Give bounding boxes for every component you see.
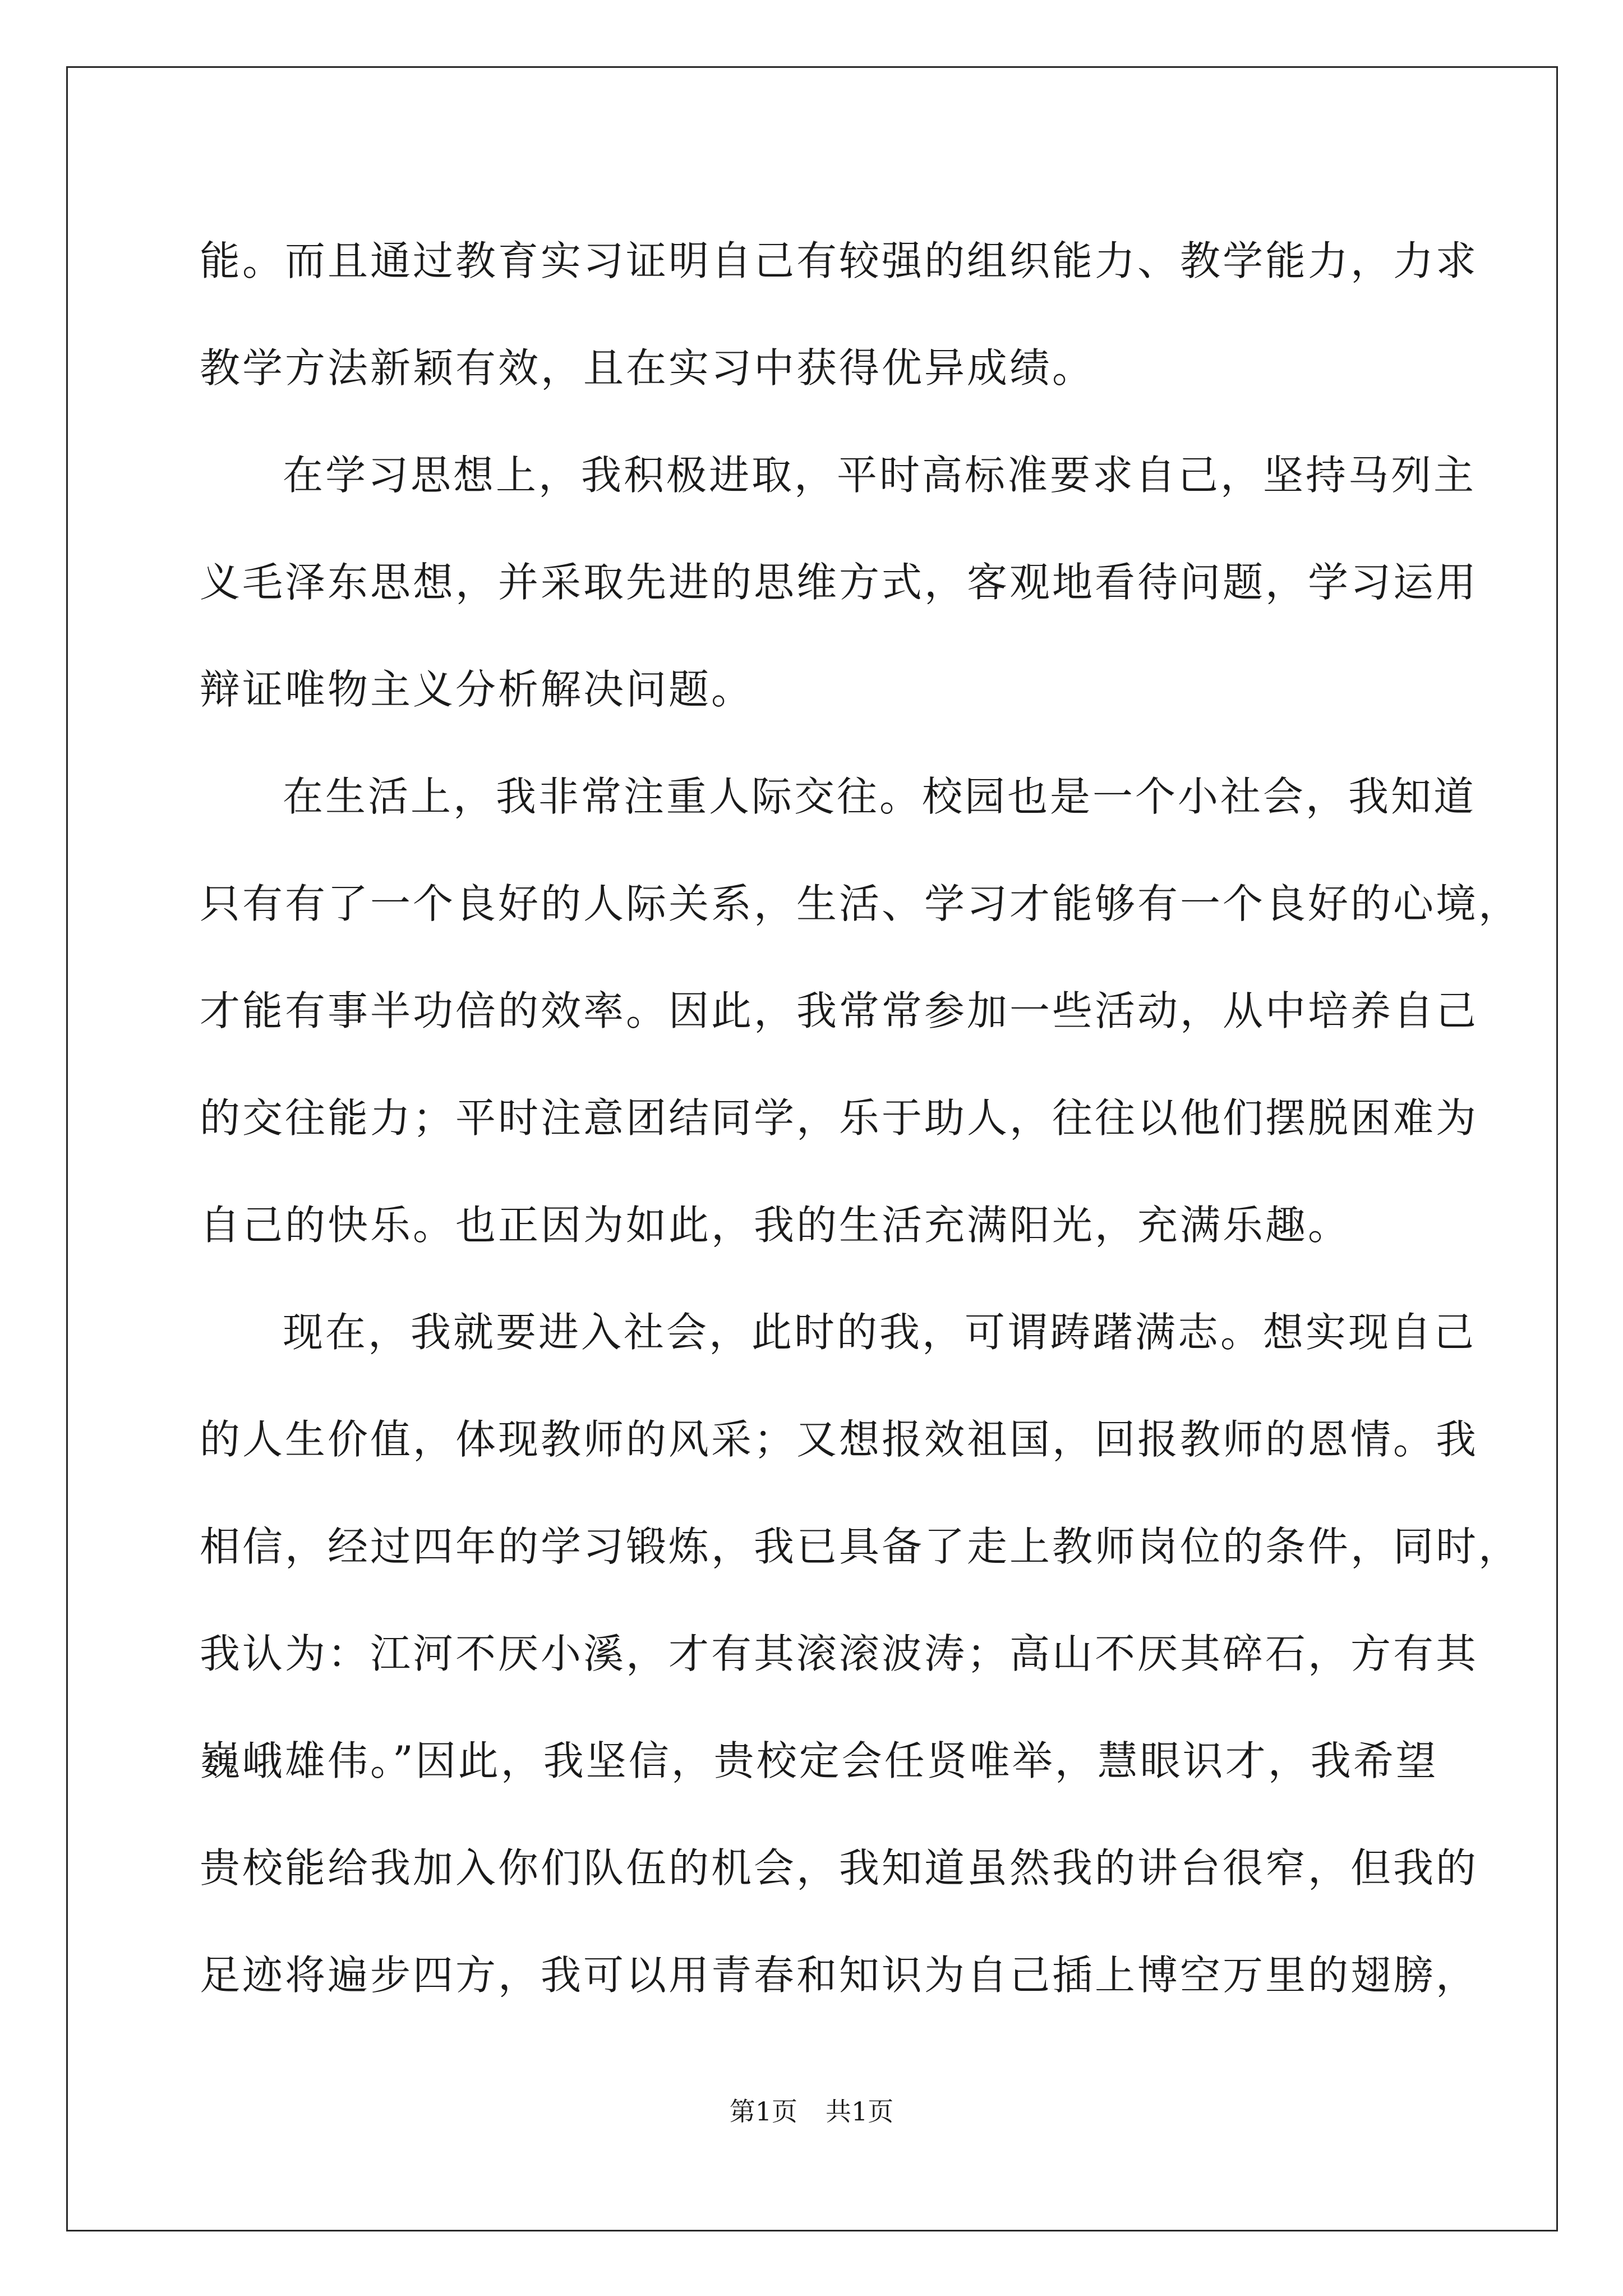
total-pages: 共1页 [826,2096,894,2127]
text-line: 相信，经过四年的学习锻炼，我已具备了走上教师岗位的条件，同时， [200,1523,1521,1570]
text-line: 义毛泽东思想，并采取先进的思维方式，客观地看待问题，学习运用 [200,559,1479,606]
text-line: 教学方法新颖有效，且在实习中获得优异成绩。 [200,344,1095,392]
text-line: 贵校能给我加入你们队伍的机会，我知道虽然我的讲台很窄，但我的 [200,1844,1479,1892]
text-line: 的人生价值，体现教师的风采；又想报效祖国，回报教师的恩情。我 [200,1416,1479,1463]
document-body [200,208,1521,2029]
text-line: 只有有了一个良好的人际关系，生活、学习才能够有一个良好的心境， [200,880,1521,927]
paragraph-start-line: 现在，我就要进入社会，此时的我，可谓踌躇满志。想实现自己 [283,1309,1477,1356]
page-number: 第1页 [729,2096,797,2127]
text-line: 我认为：江河不厌小溪，才有其滚滚波涛；高山不厌其碎石，方有其 [200,1630,1479,1677]
text-line: 自己的快乐。也正因为如此，我的生活充满阳光，充满乐趣。 [200,1202,1351,1249]
text-line: 才能有事半功倍的效率。因此，我常常参加一些活动，从中培养自己 [200,987,1479,1034]
paragraph-start-line: 在学习思想上，我积极进取，平时高标准要求自己，坚持马列主 [283,452,1477,499]
page-footer [0,2091,1623,2128]
text-line: 的交往能力；平时注意团结同学，乐于助人，往往以他们摆脱困难为 [200,1094,1479,1142]
text-line: 足迹将遍步四方，我可以用青春和知识为自己插上博空万里的翅膀， [200,1952,1479,1999]
paragraph-start-line: 在生活上，我非常注重人际交往。校园也是一个小社会，我知道 [283,773,1477,820]
text-line: 巍峨雄伟。”因此，我坚信，贵校定会任贤唯举，慧眼识才，我希望 [200,1737,1438,1784]
text-line: 辩证唯物主义分析解决问题。 [200,666,754,713]
text-line: 能。而且通过教育实习证明自己有较强的组织能力、教学能力，力求 [200,237,1479,284]
